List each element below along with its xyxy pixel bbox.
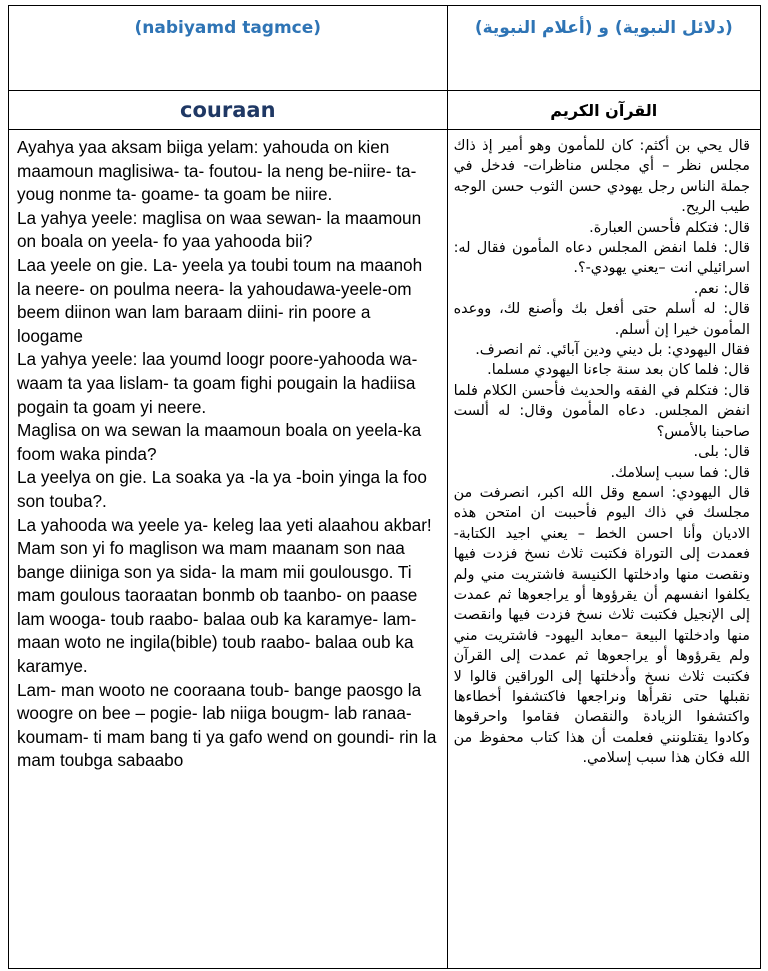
left-paragraph: Laa yeele on gie. La- yeela ya toubi toum na maanoh la neere- on poulma neera- la yahoudawa-yeele-om beem diinon wan lam baraam diini- rin poore a loogame (17, 254, 423, 346)
left-paragraph: Ayahya yaa aksam biiga yelam: yahouda on kien maamoun maglisiwa- ta- foutou- la neng be-niire- ta- youg nonme ta- goame- ta goam be niire. (17, 137, 417, 205)
body-row (9, 130, 761, 969)
subheader-right-title: القرآن الكريم (550, 100, 658, 120)
left-paragraph: La yahooda wa yeele ya- keleg laa yeti alaahou akbar! Mam son yi fo maglison wa mam maanam son naa bange diiniga son ya sida- la mam mii goulousgo. Ti mam goulous taoraatan bonmb ob taanbo- on paase lam wooga- toub raabo- balaa oub ka karamye- lam- maan woto ne ingila(bible) toub raabo- balaa oub ka karamye. (17, 514, 432, 677)
right-paragraph: قال: فتكلم فأحسن العبارة. (589, 219, 750, 236)
subheader-row (9, 91, 761, 130)
left-paragraph: La yahya yeele: laa youmd loogr poore-yahooda wa- waam ta yaa lislam- ta goam fighi pougain la hadiisa pogain ta goam yi neere. (17, 349, 418, 417)
header-left-cell (9, 6, 448, 91)
right-paragraph: قال: فما سبب إسلامك. (610, 464, 750, 481)
header-right-cell (447, 6, 760, 91)
right-paragraph: قال: له أسلم حتى أفعل بك وأصنع لك، ووعده المأمون خيرا إن أسلم. (453, 301, 750, 338)
right-paragraph: قال: فلما كان بعد سنة جاءنا اليهودي مسلما. (487, 362, 750, 379)
right-paragraph: قال: نعم. (693, 280, 750, 297)
right-paragraph: فقال اليهودي: بل ديني ودين آبائي. ثم انصرف. (475, 342, 750, 359)
subheader-right-cell (447, 91, 760, 130)
comparison-table (8, 5, 761, 969)
right-paragraph: قال: بلى. (693, 444, 750, 461)
right-paragraph: قال يحي بن أكثم: كان للمأمون وهو أمير إذ ذاك مجلس نظر – أي مجلس مناظرات- فدخل في جملة الناس رجل يهودي حسن الثوب حسن الوجه طيب الريح. (453, 138, 750, 216)
document-sheet (8, 5, 761, 967)
left-paragraph: Maglisa on wa sewan la maamoun boala on yeela-ka foom waka pinda? (17, 420, 422, 464)
right-paragraph: قال اليهودي: اسمع وقل الله اكبر، انصرفت من مجلسك في ذاك اليوم فأحببت ان امتحن هذه الاديان وأنا احسن الخط – يعني اجيد الكتابة- فعمدت إلى التوراة فكتبت ثلاث نسخ فزدت فيها ونقصت منها وادخلتها الكنيسة فاشتريت مني ولم يكلفوا انفسهم أن يقرؤوها أو يراجعوها ثم عمدت إلى الإنجيل فكتبت ثلاث نسخ فزدت فيها وانقصت منها وادخلتها البيعة –معابد اليهود- فاشتريت مني ولم يقرؤوها أو يراجعوها ثم عمدت إلى القرآن فكتبت ثلاث نسخ وأدخلتها إلى الوراقين قالوا لا نقبلها حتى نقرأها ونراجعها فاكتشفوا أخطاءها واكتشفوا الزيادة والنقصان فقاموا واحرقوها وكادوا يقتلونني فعلمت أن هذا كتاب محفوظ من الله فكان هذا سبب إسلامي. (453, 484, 750, 767)
left-text-cell (9, 130, 448, 969)
right-paragraph: قال: فتكلم في الفقه والحديث فأحسن الكلام فلما انفض المجلس. دعاه المأمون وقال: له ألست صاحبنا بالأمس؟ (453, 382, 750, 440)
left-paragraph: Lam- man wooto ne cooraana toub- bange paosgo la woogre on bee – pogie- lab niiga bougm- lab ranaa- koumam- ti mam bang ti ya gafo wend on goundi- rin la mam toubga sabaabo (17, 679, 437, 771)
left-paragraph: La yeelya on gie. La soaka ya -la ya -boin yinga la foo son touba?. (17, 467, 427, 511)
right-text-cell (447, 130, 760, 969)
left-paragraph: La yahya yeele: maglisa on waa sewan- la maamoun on boala on yeela- fo yaa yahooda bii? (17, 207, 422, 252)
subheader-left-title: couraan (180, 98, 276, 122)
subheader-left-cell (9, 91, 448, 130)
header-right-title: (دلائل النبوية) و (أعلام النبوية) (474, 18, 733, 38)
right-paragraph: قال: فلما انفض المجلس دعاه المأمون فقال له: اسرائيلي انت –يعني يهودي-؟. (453, 240, 750, 277)
header-left-title: (nabiyamd tagmce) (134, 18, 322, 38)
header-row (9, 6, 761, 91)
